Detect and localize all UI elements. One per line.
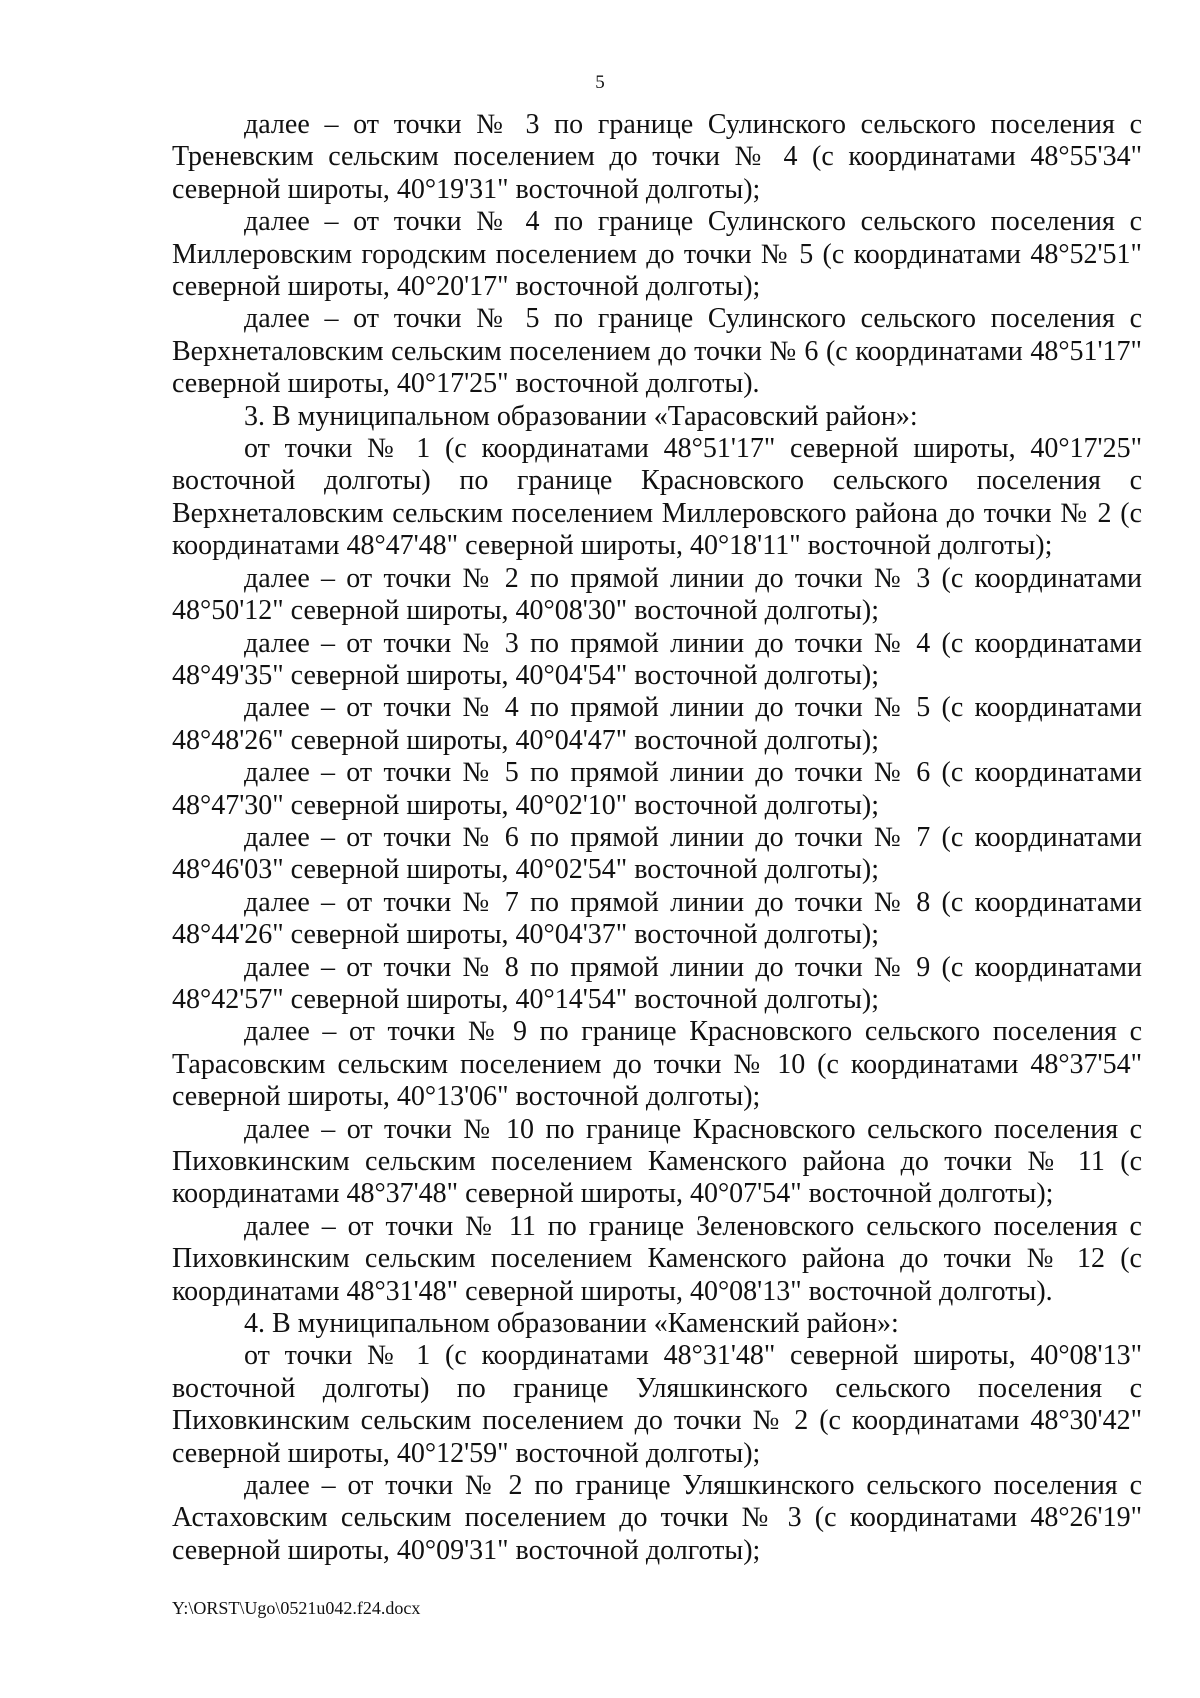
- paragraph: от точки № 1 (с координатами 48°31'48" северной широты, 40°08'13" восточной долготы) по границе Уляшкинского сельского поселения с Пиховкинским сельским поселением до точки № 2 (с координатами 48°30'42" северной широты, 40°12'59" восточной долготы);: [172, 1340, 1142, 1469]
- paragraph: далее – от точки № 3 по прямой линии до точки № 4 (с координатами 48°49'35" северной широты, 40°04'54" восточной долготы);: [172, 627, 1142, 691]
- document-body: [172, 109, 1142, 1567]
- paragraph: далее – от точки № 8 по прямой линии до точки № 9 (с координатами 48°42'57" северной широты, 40°14'54" восточной долготы);: [172, 951, 1142, 1015]
- paragraph: от точки № 1 (с координатами 48°51'17" северной широты, 40°17'25" восточной долготы) по границе Красновского сельского поселения с Верхнеталовским сельским поселением Миллеровского района до точки № 2 (с координатами 48°47'48" северной широты, 40°18'11" восточной долготы);: [172, 433, 1142, 562]
- paragraph: далее – от точки № 9 по границе Красновского сельского поселения с Тарасовским сельским поселением до точки № 10 (с координатами 48°37'54" северной широты, 40°13'06" восточной долготы);: [172, 1016, 1142, 1113]
- page-number: 5: [595, 72, 605, 93]
- paragraph: далее – от точки № 2 по границе Уляшкинского сельского поселения с Астаховским сельским поселением до точки № 3 (с координатами 48°26'19" северной широты, 40°09'31" восточной долготы);: [172, 1470, 1142, 1566]
- paragraph: далее – от точки № 6 по прямой линии до точки № 7 (с координатами 48°46'03" северной широты, 40°02'54" восточной долготы);: [172, 821, 1142, 886]
- paragraph: далее – от точки № 2 по прямой линии до точки № 3 (с координатами 48°50'12" северной широты, 40°08'30" восточной долготы);: [172, 562, 1142, 627]
- paragraph: далее – от точки № 5 по прямой линии до точки № 6 (с координатами 48°47'30" северной широты, 40°02'10" восточной долготы);: [172, 757, 1142, 821]
- paragraph: далее – от точки № 4 по границе Сулинского сельского поселения с Миллеровским городским поселением до точки № 5 (с координатами 48°52'51" северной широты, 40°20'17" восточной долготы);: [172, 206, 1142, 303]
- section-heading: 4. В муниципальном образовании «Каменский район»:: [244, 1308, 899, 1340]
- paragraph: далее – от точки № 10 по границе Красновского сельского поселения с Пиховкинским сельским поселением Каменского района до точки № 11 (с координатами 48°37'48" северной широты, 40°07'54" восточной долготы);: [172, 1113, 1142, 1210]
- file-path-footer: Y:\ORST\Ugo\0521u042.f24.docx: [172, 1598, 421, 1618]
- paragraph: далее – от точки № 11 по границе Зеленовского сельского поселения с Пиховкинским сельским поселением Каменского района до точки № 12 (с координатами 48°31'48" северной широты, 40°08'13" восточной долготы).: [172, 1210, 1142, 1307]
- paragraph: далее – от точки № 5 по границе Сулинского сельского поселения с Верхнеталовским сельским поселением до точки № 6 (с координатами 48°51'17" северной широты, 40°17'25" восточной долготы).: [172, 303, 1142, 400]
- section-heading: 3. В муниципальном образовании «Тарасовский район»:: [244, 400, 918, 432]
- paragraph: далее – от точки № 4 по прямой линии до точки № 5 (с координатами 48°48'26" северной широты, 40°04'47" восточной долготы);: [172, 692, 1142, 756]
- paragraph: далее – от точки № 3 по границе Сулинского сельского поселения с Треневским сельским поселением до точки № 4 (с координатами 48°55'34" северной широты, 40°19'31" восточной долготы);: [172, 109, 1142, 205]
- paragraph: далее – от точки № 7 по прямой линии до точки № 8 (с координатами 48°44'26" северной широты, 40°04'37" восточной долготы);: [172, 886, 1142, 951]
